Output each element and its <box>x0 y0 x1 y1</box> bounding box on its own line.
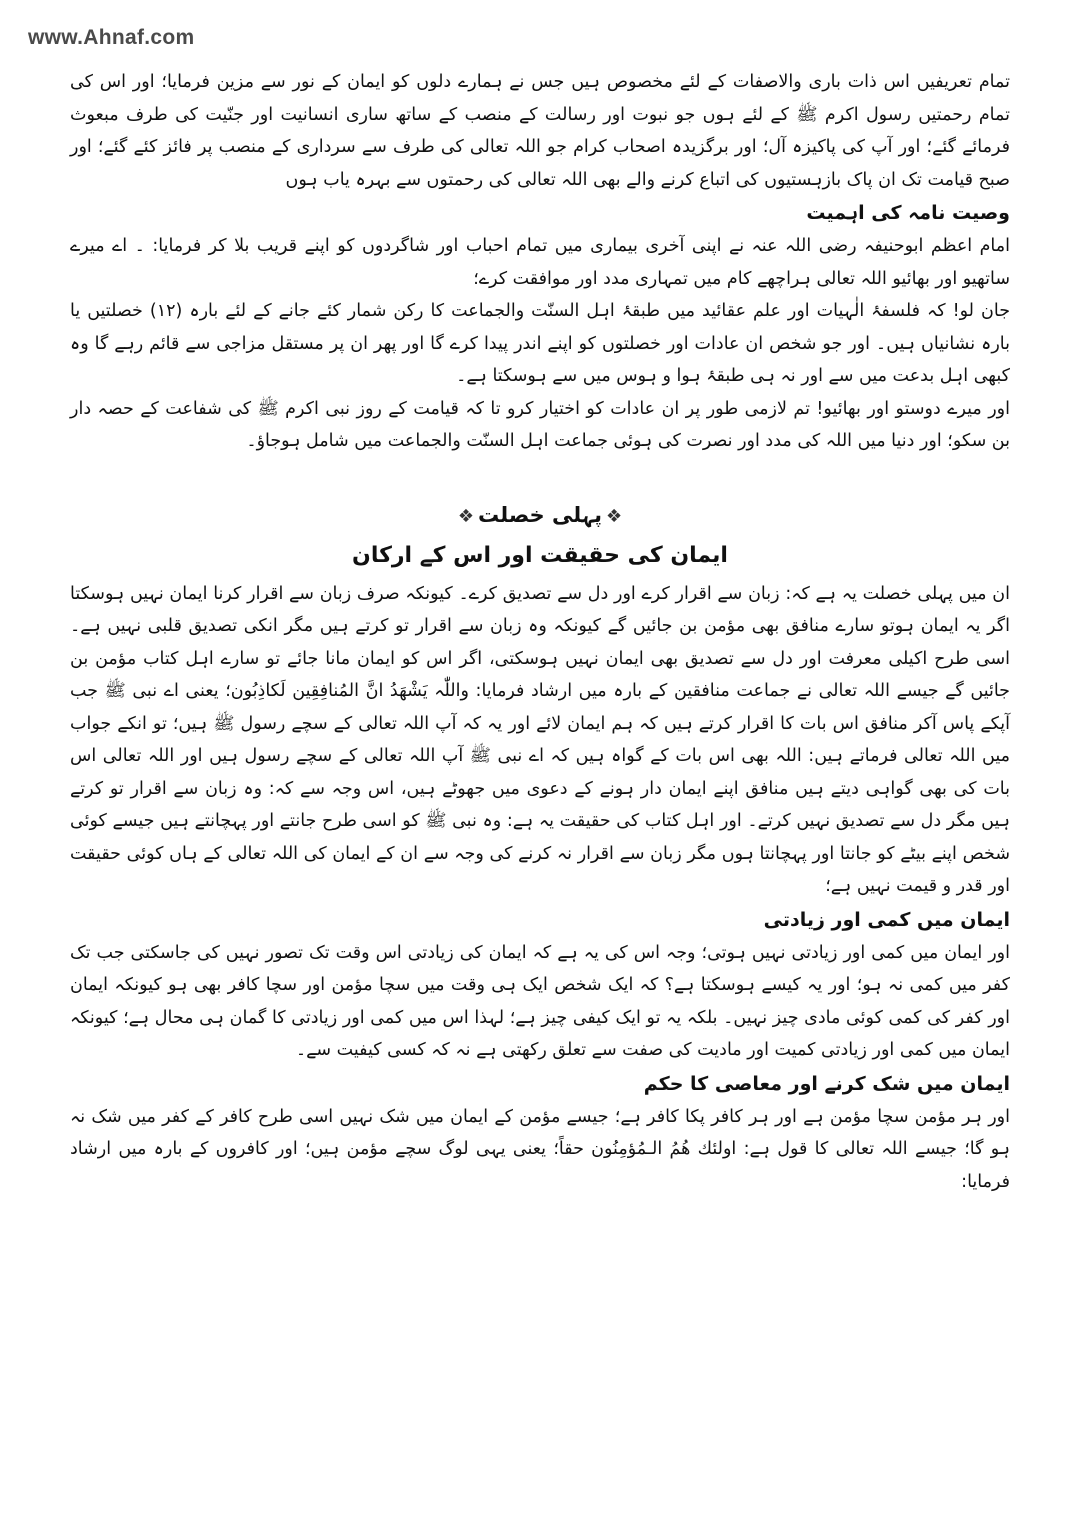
section-heading-will-importance: وصیت نامہ کی اہمیت <box>806 202 1010 224</box>
document-page <box>70 66 1010 1198</box>
paragraph: ان میں پہلی خصلت یہ ہے کہ: زبان سے اقرار کرے اور دل سے تصدیق کرے۔ کیونکہ صرف زبان سے اقرار کرنا ایمان نہیں ہوسکتا اگر یہ ایمان ہوتو سارے منافق بھی مؤمن بن جائیں گے کیونکہ وہ زبان سے اقرار تو کرتے ہیں مگر انکی تصدیق قلبی نہیں ہے۔ اسی طرح اکیلی معرفت اور دل سے تصدیق بھی ایمان نہیں ہوسکتی، اگر اس کو ایمان مانا جائے تو سارے اہل کتاب مؤمن بن جائیں گے جیسے اللہ تعالی نے جماعت منافقین کے بارہ میں ارشاد فرمایا: واللّٰہ یَشْھَدُ انَّ المُنافِقِین لَکاذِبُون؛ یعنی اے نبی ﷺ جب آپکے پاس آکر منافق اس بات کا اقرار کرتے ہیں کہ ہم ایمان لائے اور یہ کہ آپ اللہ تعالی کے سچے رسول ﷺ ہیں؛ تو انکے جواب میں اللہ تعالی فرماتے ہیں: اللہ بھی اس بات کے گواہ ہیں کہ اے نبی ﷺ آپ اللہ تعالی کے سچے رسول ہیں اور اللہ تعالی اس بات کی بھی گواہی دیتے ہیں منافق اپنے ایمان دار ہونے کے دعوی میں جھوٹے ہیں، اس وجہ سے کہ: وہ زبان سے اقرار تو کرتے ہیں مگر دل سے تصدیق نہیں کرتے۔ اور اہل کتاب کی حقیقت یہ ہے: وہ نبی ﷺ کو اسی طرح جانتے اور پہچانتے ہیں جیسے کوئی شخص اپنے بیٹے کو جانتا اور پہچانتا ہوں مگر زبان سے اقرار نہ کرنے کی وجہ سے ان کے ایمان کی اللہ تعالی کے ہاں کوئی حقیقت اور قدر و قیمت نہیں ہے؛ <box>70 583 1010 896</box>
ornament-icon: ❖ <box>605 505 623 527</box>
section-heading-increase-decrease: ایمان میں کمی اور زیادتی <box>763 908 1010 931</box>
chapter-title-text: پہلی خصلت <box>478 502 602 527</box>
chapter-subtitle: ایمان کی حقیقت اور اس کے ارکان <box>352 542 728 568</box>
paragraph: جان لو! کہ فلسفۂ الٰہیات اور علم عقائید میں طبقۂ اہل السنّت والجماعت کا رکن شمار کئے جانے کے لئے بارہ (۱۲) خصلتیں یا بارہ نشانیاں ہیں۔ اور جو شخص ان عادات اور خصلتوں کو اپنے اندر پیدا کرے گا اور پھر ان پر مستقل مزاجی سے قائم رہے گا وہ کبھی اہل بدعت میں سے اور نہ ہی طبقۂ ہوا و ہوس میں سے ہوسکتا ہے۔ <box>70 301 1011 386</box>
paragraph: اور ایمان میں کمی اور زیادتی نہیں ہوتی؛ وجہ اس کی یہ ہے کہ ایمان کی زیادتی اس وقت تک تصور نہیں کی جاسکتی جب تک کفر میں کمی نہ ہو؛ اور یہ کیسے ہوسکتا ہے؟ کہ ایک شخص ایک ہی وقت میں سچا مؤمن اور سچا کافر بھی ہو کیونکہ ایمان اور کفر کی کمی کوئی مادی چیز نہیں۔ بلکہ یہ تو ایک کیفی چیز ہے؛ لہذا اس میں کمی اور زیادتی کا گمان ہی محال ہے؛ کیونکہ ایمان میں کمی اور زیادتی کمیت اور مادیت کی صفت سے تعلق رکھتی ہے نہ کہ کسی کیفیت سے۔ <box>70 942 1011 1060</box>
site-watermark-url: www.Ahnaf.com <box>28 26 195 49</box>
paragraph: اور میرے دوستو اور بھائیو! تم لازمی طور پر ان عادات کو اختیار کرو تا کہ قیامت کے روز نبی اکرم ﷺ کی شفاعت کے حصہ دار بن سکو؛ اور دنیا میں اللہ کی مدد اور نصرت کی ہوئی جماعت اہل السنّت والجماعت میں شامل ہوجاؤ۔ <box>70 398 1010 451</box>
chapter-title <box>70 496 1010 536</box>
ornament-icon: ❖ <box>457 505 475 527</box>
intro-paragraph: تمام تعریفیں اس ذات باری والاصفات کے لئے مخصوص ہیں جس نے ہمارے دلوں کو ایمان کے نور سے مزین فرمایا؛ اور اس کی تمام رحمتیں رسول اکرم ﷺ کے لئے ہوں جو نبوت اور رسالت کے منصب کے ساتھ ساری انسانیت اور جنّیت کی طرف مبعوث فرمائے گئے؛ اور آپ کی پاکیزہ آل؛ اور برگزیدہ اصحاب کرام جو اللہ تعالی کی طرف سے سرداری کے منصب پر فائز کئے گئے؛ اور صبح قیامت تک ان پاک بازہستیوں کی اتباع کرنے والے بھی اللہ تعالی کی رحمتوں سے بہرہ یاب ہوں <box>70 72 1010 190</box>
paragraph: اور ہر مؤمن سچا مؤمن ہے اور ہر کافر پکا کافر ہے؛ جیسے مؤمن کے ایمان میں شک نہیں اسی طرح کافر کے کفر میں شک نہ ہو گا؛ جیسے اللہ تعالی کا قول ہے: اولئك هُمُ الـمُؤمِنُون حقاً؛ یعنی یہی لوگ سچے مؤمن ہیں؛ اور کافروں کے بارہ میں ارشاد فرمایا: <box>70 1106 1010 1192</box>
paragraph: امام اعظم ابوحنیفہ رضی اللہ عنہ نے اپنی آخری بیماری میں تمام احباب اور شاگردوں کو اپنے قریب بلا کر فرمایا: ۔ اے میرے ساتھیو اور بھائیو اللہ تعالی ہراچھے کام میں تمہاری مدد اور موافقت کرے؛ <box>70 236 1010 289</box>
section-heading-doubt-sins: ایمان میں شک کرنے اور معاصی کا حکم <box>643 1072 1010 1095</box>
